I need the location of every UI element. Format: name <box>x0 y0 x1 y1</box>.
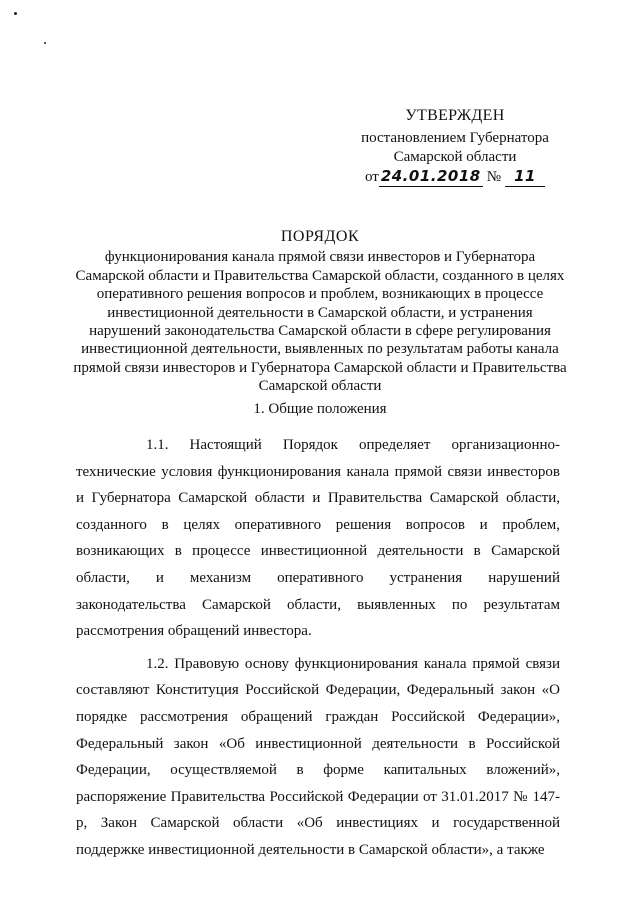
scan-speck <box>14 12 17 15</box>
approval-stamp <box>340 106 570 187</box>
approval-heading: УТВЕРЖДЕН <box>405 107 505 124</box>
approval-line-1: постановлением Губернатора <box>361 130 549 146</box>
number-prefix: № <box>486 169 502 185</box>
handwritten-number: 11 <box>505 167 545 187</box>
paragraph: 1.1. Настоящий Порядок определяет организационно-технические условия функционирования канала прямой связи инвесторов и Губернатора Самарской области и Правительства Самарской области, созданного в целях оперативного решения вопросов и проблем, возникающих в процессе инвестиционной деятельности в Самарской области, и механизм оперативного устранения нарушений законодательства Самарской области, выявленных по результатам рассмотрения обращений инвестора. <box>76 437 560 640</box>
scan-speck <box>44 42 46 44</box>
date-prefix: от <box>364 169 379 185</box>
approval-line-2: Самарской области <box>393 149 517 165</box>
paragraph: 1.2. Правовую основу функционирования канала прямой связи составляют Конституция Российской Федерации, Федеральный закон «О порядке рассмотрения обращений граждан Российской Федерации», Федеральный закон «Об инвестиционной деятельности в Российской Федерации, осуществляемой в форме капитальных вложений», распоряжение Правительства Российской Федерации от 31.01.2017 № 147-р, Закон Самарской области «Об инвестициях и государственной поддержке инвестиционной деятельности в Самарской области», а также <box>76 655 560 858</box>
document-body <box>76 432 560 870</box>
handwritten-date: 24.01.2018 <box>380 167 481 185</box>
section-heading: 1. Общие положения <box>253 401 387 417</box>
document-title-block <box>70 228 570 396</box>
document-title: ПОРЯДОК <box>280 228 360 245</box>
approval-date-line <box>340 167 570 187</box>
document-subtitle: функционирования канала прямой связи инвесторов и Губернатора Самарской области и Правительства Самарской области, созданного в целях оперативного решения вопросов и проблем, возникающих в процессе инвестиционной деятельности в Самарской области, и устранения нарушений законодательства Самарской области в сфере регулирования инвестиционной деятельности, выявленных по результатам работы канала прямой связи инвесторов и Губернатора Самарской области и Правительства Самарской области <box>73 249 567 395</box>
